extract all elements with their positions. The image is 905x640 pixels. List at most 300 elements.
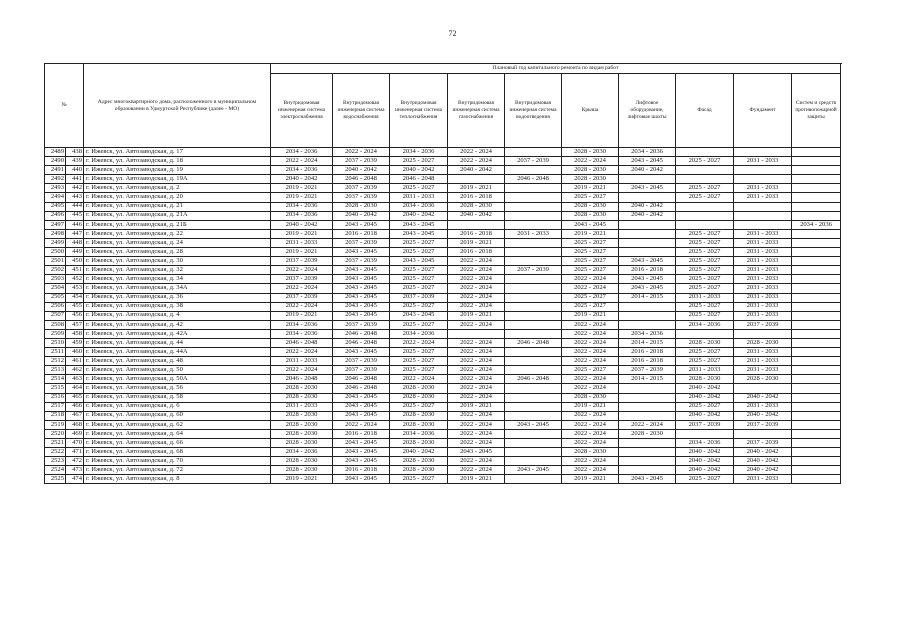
- period-cell: 2019 - 2021: [448, 311, 505, 320]
- period-cell: [792, 357, 841, 366]
- row-number: 2506: [45, 302, 66, 311]
- period-cell: [619, 238, 676, 247]
- period-cell: [505, 475, 562, 484]
- table-row: [45, 429, 841, 438]
- period-cell: 2014 - 2015: [619, 293, 676, 302]
- period-cell: [619, 457, 676, 466]
- work-type-header: Внутридомовая инженерная система водоснабжения: [333, 74, 390, 148]
- period-cell: [792, 257, 841, 266]
- period-cell: 2040 - 2042: [676, 466, 734, 475]
- table-row: [45, 329, 841, 338]
- period-cell: 2040 - 2042: [619, 166, 676, 175]
- period-cell: 2022 - 2024: [448, 420, 505, 429]
- mo-row-number: 474: [66, 475, 84, 484]
- row-number: 2500: [45, 248, 66, 257]
- period-cell: 2031 - 2033: [734, 238, 792, 247]
- period-cell: [505, 366, 562, 375]
- period-cell: 2028 - 2030: [562, 211, 619, 220]
- period-cell: 2028 - 2030: [562, 202, 619, 211]
- period-cell: 2025 - 2027: [390, 238, 448, 247]
- period-cell: 2040 - 2042: [676, 384, 734, 393]
- address-cell: г. Ижевск, ул. Автозаводская, д. 21Б: [84, 220, 271, 229]
- num-column-header: №: [45, 64, 84, 148]
- period-cell: 2040 - 2042: [333, 211, 390, 220]
- period-cell: 2022 - 2024: [562, 457, 619, 466]
- period-cell: 2022 - 2024: [448, 466, 505, 475]
- period-cell: 2025 - 2027: [676, 257, 734, 266]
- period-cell: [734, 202, 792, 211]
- period-cell: 2028 - 2030: [271, 466, 333, 475]
- period-cell: 2025 - 2027: [390, 275, 448, 284]
- period-cell: 2025 - 2027: [562, 266, 619, 275]
- table-row: [45, 184, 841, 193]
- table-row: [45, 366, 841, 375]
- period-cell: 2025 - 2027: [676, 238, 734, 247]
- period-cell: 2025 - 2027: [390, 266, 448, 275]
- mo-row-number: 452: [66, 275, 84, 284]
- address-cell: г. Ижевск, ул. Автозаводская, д. 17: [84, 148, 271, 157]
- period-cell: 2046 - 2048: [505, 338, 562, 347]
- period-cell: [792, 275, 841, 284]
- table-row: [45, 202, 841, 211]
- period-cell: [676, 220, 734, 229]
- work-type-header: Внутридомовая инженерная система газоснабжения: [448, 74, 505, 148]
- address-cell: г. Ижевск, ул. Автозаводская, д. 44А: [84, 348, 271, 357]
- period-cell: 2040 - 2042: [448, 211, 505, 220]
- period-cell: 2019 - 2021: [448, 402, 505, 411]
- period-cell: 2046 - 2048: [333, 329, 390, 338]
- period-cell: [619, 193, 676, 202]
- period-cell: [792, 248, 841, 257]
- period-cell: 2031 - 2033: [734, 311, 792, 320]
- period-cell: 2025 - 2027: [676, 348, 734, 357]
- period-cell: 2031 - 2033: [734, 357, 792, 366]
- period-cell: 2034 - 2036: [390, 148, 448, 157]
- period-cell: [792, 457, 841, 466]
- work-type-header: Внутридомовая инженерная система теплоснабжения: [390, 74, 448, 148]
- period-cell: [792, 157, 841, 166]
- period-cell: 2028 - 2030: [619, 429, 676, 438]
- period-cell: 2025 - 2027: [390, 475, 448, 484]
- row-number: 2501: [45, 257, 66, 266]
- period-cell: 2043 - 2045: [333, 457, 390, 466]
- period-cell: [505, 284, 562, 293]
- period-cell: 2046 - 2048: [333, 175, 390, 184]
- row-number: 2508: [45, 320, 66, 329]
- period-cell: [505, 166, 562, 175]
- period-cell: 2025 - 2027: [676, 193, 734, 202]
- period-cell: 2019 - 2021: [562, 184, 619, 193]
- mo-row-number: 439: [66, 157, 84, 166]
- period-cell: 2022 - 2024: [448, 293, 505, 302]
- page-number: 72: [448, 29, 457, 38]
- period-cell: 2034 - 2036: [271, 329, 333, 338]
- mo-row-number: 472: [66, 457, 84, 466]
- address-cell: г. Ижевск, ул. Автозаводская, д. 72: [84, 466, 271, 475]
- table-row: [45, 166, 841, 175]
- address-cell: г. Ижевск, ул. Автозаводская, д. 22: [84, 229, 271, 238]
- period-cell: 2016 - 2018: [619, 357, 676, 366]
- period-cell: 2043 - 2045: [390, 229, 448, 238]
- period-cell: 2043 - 2045: [333, 275, 390, 284]
- period-cell: 2022 - 2024: [448, 266, 505, 275]
- period-cell: 2034 - 2036: [271, 448, 333, 457]
- address-cell: г. Ижевск, ул. Автозаводская, д. 68: [84, 448, 271, 457]
- period-cell: 2028 - 2030: [271, 411, 333, 420]
- address-cell: г. Ижевск, ул. Автозаводская, д. 66: [84, 439, 271, 448]
- period-cell: [792, 284, 841, 293]
- period-cell: 2043 - 2045: [333, 302, 390, 311]
- period-cell: 2028 - 2030: [562, 166, 619, 175]
- row-number: 2525: [45, 475, 66, 484]
- period-cell: [619, 311, 676, 320]
- period-cell: 2028 - 2030: [562, 393, 619, 402]
- period-cell: 2022 - 2024: [562, 411, 619, 420]
- period-cell: 2040 - 2042: [734, 457, 792, 466]
- table-row: [45, 320, 841, 329]
- period-cell: 2040 - 2042: [676, 448, 734, 457]
- period-cell: 2046 - 2048: [271, 375, 333, 384]
- row-number: 2505: [45, 293, 66, 302]
- row-number: 2499: [45, 238, 66, 247]
- period-cell: 2025 - 2027: [562, 238, 619, 247]
- period-cell: 2037 - 2039: [333, 238, 390, 247]
- period-cell: [792, 211, 841, 220]
- period-cell: [792, 229, 841, 238]
- period-cell: 2025 - 2027: [562, 193, 619, 202]
- period-cell: [505, 248, 562, 257]
- period-cell: 2031 - 2033: [734, 475, 792, 484]
- period-cell: [619, 248, 676, 257]
- period-cell: [792, 238, 841, 247]
- period-cell: 2037 - 2039: [271, 275, 333, 284]
- period-cell: [505, 393, 562, 402]
- mo-row-number: 445: [66, 211, 84, 220]
- mo-row-number: 468: [66, 420, 84, 429]
- period-cell: [619, 302, 676, 311]
- period-cell: 2037 - 2039: [333, 357, 390, 366]
- row-number: 2496: [45, 211, 66, 220]
- period-cell: 2025 - 2027: [390, 157, 448, 166]
- period-cell: 2043 - 2045: [448, 448, 505, 457]
- address-cell: г. Ижевск, ул. Автозаводская, д. 20: [84, 193, 271, 202]
- period-cell: 2031 - 2033: [271, 238, 333, 247]
- table-row: [45, 266, 841, 275]
- period-cell: 2040 - 2042: [619, 202, 676, 211]
- period-cell: 2019 - 2021: [448, 475, 505, 484]
- period-cell: [792, 348, 841, 357]
- period-cell: [792, 448, 841, 457]
- period-cell: [505, 329, 562, 338]
- period-cell: [505, 293, 562, 302]
- period-cell: [792, 175, 841, 184]
- row-number: 2507: [45, 311, 66, 320]
- period-cell: [505, 384, 562, 393]
- row-number: 2520: [45, 429, 66, 438]
- period-cell: 2043 - 2045: [333, 411, 390, 420]
- period-cell: 2031 - 2033: [734, 257, 792, 266]
- period-cell: 2031 - 2033: [271, 357, 333, 366]
- period-cell: 2019 - 2021: [271, 475, 333, 484]
- table-row: [45, 275, 841, 284]
- period-cell: 2037 - 2039: [505, 157, 562, 166]
- period-cell: [792, 466, 841, 475]
- row-number: 2523: [45, 457, 66, 466]
- address-cell: г. Ижевск, ул. Автозаводская, д. 42: [84, 320, 271, 329]
- period-cell: 2022 - 2024: [562, 320, 619, 329]
- period-cell: 2043 - 2045: [390, 220, 448, 229]
- period-cell: 2022 - 2024: [562, 420, 619, 429]
- table-row: [45, 420, 841, 429]
- address-cell: г. Ижевск, ул. Автозаводская, д. 4: [84, 311, 271, 320]
- period-cell: [619, 439, 676, 448]
- address-cell: г. Ижевск, ул. Автозаводская, д. 50: [84, 366, 271, 375]
- period-cell: 2046 - 2048: [505, 175, 562, 184]
- period-cell: 2028 - 2030: [390, 420, 448, 429]
- period-cell: 2025 - 2027: [676, 275, 734, 284]
- table-row: [45, 411, 841, 420]
- address-cell: г. Ижевск, ул. Автозаводская, д. 64: [84, 429, 271, 438]
- period-cell: 2034 - 2036: [792, 220, 841, 229]
- period-cell: 2043 - 2045: [333, 220, 390, 229]
- period-cell: [619, 448, 676, 457]
- period-cell: 2016 - 2018: [619, 266, 676, 275]
- period-cell: 2031 - 2033: [734, 275, 792, 284]
- address-cell: г. Ижевск, ул. Автозаводская, д. 38: [84, 302, 271, 311]
- period-cell: 2019 - 2021: [271, 184, 333, 193]
- address-cell: г. Ижевск, ул. Автозаводская, д. 30: [84, 257, 271, 266]
- period-cell: 2022 - 2024: [333, 420, 390, 429]
- period-cell: 2034 - 2036: [271, 166, 333, 175]
- period-cell: [505, 448, 562, 457]
- period-cell: 2022 - 2024: [390, 375, 448, 384]
- period-cell: 2034 - 2036: [390, 202, 448, 211]
- period-cell: [792, 302, 841, 311]
- period-cell: 2028 - 2030: [676, 338, 734, 347]
- period-cell: 2040 - 2042: [271, 220, 333, 229]
- period-cell: 2034 - 2036: [271, 211, 333, 220]
- period-cell: 2025 - 2027: [676, 157, 734, 166]
- period-cell: 2025 - 2027: [390, 284, 448, 293]
- period-cell: [619, 320, 676, 329]
- period-cell: 2025 - 2027: [390, 348, 448, 357]
- period-cell: 2022 - 2024: [448, 384, 505, 393]
- period-cell: [505, 429, 562, 438]
- period-cell: [505, 348, 562, 357]
- period-cell: 2025 - 2027: [676, 248, 734, 257]
- period-cell: 2022 - 2024: [448, 375, 505, 384]
- period-cell: 2037 - 2039: [676, 420, 734, 429]
- period-cell: 2028 - 2030: [390, 439, 448, 448]
- mo-row-number: 458: [66, 329, 84, 338]
- table-row: [45, 384, 841, 393]
- work-type-header: Систем и средств противопожарной защиты: [792, 74, 841, 148]
- plan-title-header: Плановый год капитального ремонта по видам работ: [271, 64, 841, 74]
- period-cell: 2019 - 2021: [271, 311, 333, 320]
- table-row: [45, 475, 841, 484]
- table-row: [45, 357, 841, 366]
- table-row: [45, 457, 841, 466]
- period-cell: 2025 - 2027: [562, 366, 619, 375]
- mo-row-number: 469: [66, 429, 84, 438]
- period-cell: 2031 - 2033: [271, 402, 333, 411]
- period-cell: [792, 366, 841, 375]
- table-row: [45, 229, 841, 238]
- row-number: 2509: [45, 329, 66, 338]
- period-cell: 2046 - 2048: [333, 384, 390, 393]
- mo-row-number: 461: [66, 357, 84, 366]
- period-cell: 2028 - 2030: [271, 420, 333, 429]
- period-cell: 2031 - 2033: [734, 402, 792, 411]
- period-cell: 2034 - 2036: [619, 329, 676, 338]
- address-cell: г. Ижевск, ул. Автозаводская, д. 32: [84, 266, 271, 275]
- period-cell: 2031 - 2033: [734, 248, 792, 257]
- mo-row-number: 470: [66, 439, 84, 448]
- period-cell: 2022 - 2024: [448, 411, 505, 420]
- period-cell: [505, 457, 562, 466]
- period-cell: 2028 - 2030: [734, 338, 792, 347]
- period-cell: 2037 - 2039: [734, 420, 792, 429]
- period-cell: 2043 - 2045: [333, 448, 390, 457]
- period-cell: 2028 - 2030: [734, 375, 792, 384]
- period-cell: 2022 - 2024: [448, 284, 505, 293]
- period-cell: [734, 329, 792, 338]
- period-cell: 2037 - 2039: [505, 266, 562, 275]
- address-cell: г. Ижевск, ул. Автозаводская, д. 34: [84, 275, 271, 284]
- period-cell: 2025 - 2027: [390, 320, 448, 329]
- period-cell: 2022 - 2024: [448, 366, 505, 375]
- address-cell: г. Ижевск, ул. Автозаводская, д. 42А: [84, 329, 271, 338]
- period-cell: [505, 311, 562, 320]
- mo-row-number: 459: [66, 338, 84, 347]
- period-cell: 2025 - 2027: [390, 366, 448, 375]
- period-cell: 2022 - 2024: [271, 348, 333, 357]
- period-cell: [734, 211, 792, 220]
- period-cell: [505, 302, 562, 311]
- period-cell: 2022 - 2024: [448, 357, 505, 366]
- period-cell: 2043 - 2045: [619, 284, 676, 293]
- period-cell: 2025 - 2027: [676, 266, 734, 275]
- period-cell: 2025 - 2027: [390, 184, 448, 193]
- table-row: [45, 338, 841, 347]
- table-row: [45, 238, 841, 247]
- period-cell: 2025 - 2027: [390, 357, 448, 366]
- period-cell: 2040 - 2042: [734, 466, 792, 475]
- period-cell: 2031 - 2033: [390, 193, 448, 202]
- period-cell: [734, 384, 792, 393]
- period-cell: 2031 - 2033: [676, 293, 734, 302]
- period-cell: 2043 - 2045: [333, 475, 390, 484]
- period-cell: 2022 - 2024: [562, 284, 619, 293]
- period-cell: 2043 - 2045: [505, 466, 562, 475]
- period-cell: 2019 - 2021: [562, 229, 619, 238]
- period-cell: 2022 - 2024: [562, 384, 619, 393]
- period-cell: 2040 - 2042: [619, 211, 676, 220]
- period-cell: 2025 - 2027: [676, 284, 734, 293]
- period-cell: 2043 - 2045: [333, 439, 390, 448]
- period-cell: 2040 - 2042: [734, 411, 792, 420]
- period-cell: [792, 329, 841, 338]
- address-cell: г. Ижевск, ул. Автозаводская, д. 58: [84, 393, 271, 402]
- address-cell: г. Ижевск, ул. Автозаводская, д. 62: [84, 420, 271, 429]
- table-row: [45, 439, 841, 448]
- period-cell: 2034 - 2036: [271, 202, 333, 211]
- period-cell: 2037 - 2039: [619, 366, 676, 375]
- address-cell: г. Ижевск, ул. Автозаводская, д. 60: [84, 411, 271, 420]
- work-type-header: Фундамент: [734, 74, 792, 148]
- period-cell: [676, 211, 734, 220]
- period-cell: 2031 - 2033: [734, 229, 792, 238]
- mo-row-number: 465: [66, 393, 84, 402]
- period-cell: 2016 - 2018: [448, 229, 505, 238]
- period-cell: [505, 193, 562, 202]
- period-cell: 2025 - 2027: [676, 184, 734, 193]
- address-cell: г. Ижевск, ул. Автозаводская, д. 6: [84, 402, 271, 411]
- period-cell: 2037 - 2039: [271, 293, 333, 302]
- row-number: 2504: [45, 284, 66, 293]
- table-row: [45, 466, 841, 475]
- mo-row-number: 444: [66, 202, 84, 211]
- row-number: 2503: [45, 275, 66, 284]
- row-number: 2493: [45, 184, 66, 193]
- table-row: [45, 302, 841, 311]
- period-cell: 2022 - 2024: [448, 393, 505, 402]
- period-cell: 2046 - 2048: [271, 338, 333, 347]
- period-cell: [792, 475, 841, 484]
- mo-row-number: 451: [66, 266, 84, 275]
- period-cell: 2022 - 2024: [448, 257, 505, 266]
- table-row: [45, 193, 841, 202]
- period-cell: [505, 148, 562, 157]
- period-cell: [792, 184, 841, 193]
- address-cell: г. Ижевск, ул. Автозаводская, д. 19А: [84, 175, 271, 184]
- period-cell: [448, 220, 505, 229]
- period-cell: 2040 - 2042: [390, 166, 448, 175]
- period-cell: [505, 275, 562, 284]
- period-cell: [619, 466, 676, 475]
- period-cell: 2034 - 2036: [619, 148, 676, 157]
- period-cell: 2028 - 2030: [390, 384, 448, 393]
- period-cell: [505, 320, 562, 329]
- period-cell: 2037 - 2039: [333, 257, 390, 266]
- row-number: 2491: [45, 166, 66, 175]
- period-cell: [619, 384, 676, 393]
- period-cell: 2031 - 2033: [734, 266, 792, 275]
- mo-row-number: 473: [66, 466, 84, 475]
- period-cell: 2040 - 2042: [390, 448, 448, 457]
- period-cell: 2043 - 2045: [333, 266, 390, 275]
- period-cell: 2022 - 2024: [271, 266, 333, 275]
- mo-row-number: 449: [66, 248, 84, 257]
- period-cell: 2043 - 2045: [333, 348, 390, 357]
- period-cell: 2031 - 2033: [734, 193, 792, 202]
- table-row: [45, 375, 841, 384]
- period-cell: [792, 384, 841, 393]
- period-cell: 2028 - 2030: [562, 148, 619, 157]
- mo-row-number: 464: [66, 384, 84, 393]
- period-cell: [619, 220, 676, 229]
- period-cell: 2025 - 2027: [676, 402, 734, 411]
- mo-row-number: 457: [66, 320, 84, 329]
- period-cell: 2022 - 2024: [619, 420, 676, 429]
- period-cell: 2031 - 2033: [505, 229, 562, 238]
- period-cell: 2043 - 2045: [619, 157, 676, 166]
- period-cell: 2016 - 2018: [619, 348, 676, 357]
- period-cell: [792, 293, 841, 302]
- period-cell: [792, 266, 841, 275]
- mo-row-number: 450: [66, 257, 84, 266]
- period-cell: 2025 - 2027: [676, 229, 734, 238]
